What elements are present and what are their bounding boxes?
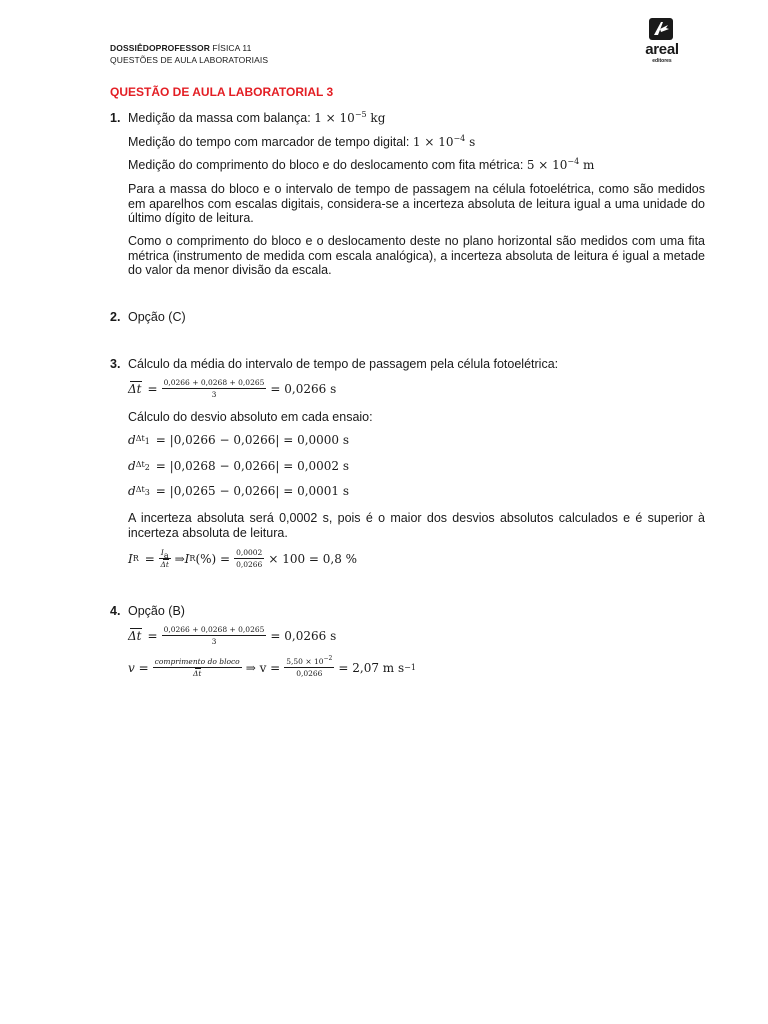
- q3-mean-numerator: 0,0266 + 0,0268 + 0,0265: [163, 378, 265, 387]
- q1-line-3-math: [527, 158, 595, 172]
- q3-deviation-1: d $\Delta t_1$ = |0,0266 − 0,0266| = 0,0000 s: [128, 433, 350, 447]
- page-header: [110, 42, 268, 66]
- q4-v-numerator: comprimento do bloco: [154, 657, 240, 666]
- q1-line-3: [128, 158, 594, 173]
- logo-mark-icon: [648, 17, 674, 41]
- q1-line-2: [128, 135, 475, 150]
- q1-paragraph-2: Como o comprimento do bloco e o deslocamento deste no plano horizontal são medidos com uma fita métrica (instrumento de medida com escala analógica), a incerteza absoluta de leitura é igual a metade do valor da menor divisão da escala.: [128, 234, 705, 277]
- q1-line-2-text: Medição do tempo com marcador de tempo digital:: [128, 135, 413, 149]
- q4-mean-denominator: 3: [211, 637, 217, 646]
- q3-ir-implies: ⇒: [174, 551, 185, 566]
- q1-line-1-math: [314, 111, 385, 125]
- q1-line-3-unit: m: [579, 158, 595, 172]
- q1-number: 1.: [110, 111, 121, 125]
- q1-line-2-unit: s: [465, 135, 476, 149]
- q3-ir-symbol-2: I: [184, 551, 190, 566]
- q3-ir-fraction-2: [234, 548, 264, 569]
- q3-ir-frac-num-sub: a: [163, 551, 169, 560]
- q1-line-1-text: Medição da massa com balança:: [128, 111, 315, 125]
- q1-line-2-exp: −4: [453, 134, 466, 143]
- q4-mean-fraction: [162, 625, 267, 646]
- q1-line-3-base: 5 × 10: [526, 158, 568, 172]
- q3-dev-2-sub: Δt: [135, 459, 145, 469]
- q3-dev-2-index: 2: [144, 462, 150, 472]
- q3-ir-num-2: 0,0002: [236, 548, 263, 557]
- q3-mean-denominator: 3: [211, 390, 217, 399]
- q4-v-denominator: Δt: [192, 669, 202, 678]
- q3-dev-3-index: 3: [144, 487, 150, 497]
- q3-dev-1-expr: = |0,0266 − 0,0266| = 0,0000 s: [155, 433, 350, 447]
- q3-ir-frac-num: I: [160, 548, 164, 557]
- header-dossier: DOSSIÊDOPROFESSOR: [110, 43, 210, 53]
- q3-deviation-intro: Cálculo do desvio absoluto em cada ensaio:: [128, 410, 373, 424]
- section-title: QUESTÃO DE AULA LABORATORIAL 3: [110, 85, 334, 99]
- header-subject: FÍSICA 11: [209, 43, 252, 53]
- q1-line-1-base: 1 × 10: [314, 111, 355, 125]
- q4-v-lhs: v =: [128, 660, 149, 675]
- q3-dev-2-expr: = |0,0268 − 0,0266| = 0,0002 s: [155, 459, 350, 473]
- q4-v-implies: ⇒ v =: [245, 660, 281, 675]
- q3-dev-1-index: 1: [144, 436, 150, 446]
- q3-mean-result: = 0,0266 s: [270, 381, 337, 396]
- q3-conclusion: A incerteza absoluta será 0,0002 s, pois é o maior dos desvios absolutos calculados e é superior à incerteza absoluta de leitura.: [128, 511, 705, 540]
- q1-line-1: [128, 111, 385, 126]
- q3-ir-frac-den: Δt: [160, 560, 169, 569]
- q2-answer: Opção (C): [128, 310, 186, 324]
- q3-ir-symbol: I: [128, 551, 133, 566]
- q4-v-result: = 2,07 m s: [338, 660, 405, 675]
- q4-mean-equation: Δt = $\frac{0,0266 + 0,0268 + 0,0265}{3}$ = 0,0266 s: [128, 625, 337, 646]
- q3-dev-1-sub: Δt: [135, 433, 145, 443]
- header-line-1: [110, 42, 268, 54]
- q3-mean-symbol: Δt: [128, 381, 142, 396]
- q2-number: 2.: [110, 310, 121, 324]
- q1-line-3-exp: −4: [567, 157, 580, 166]
- q1-line-1-unit: kg: [366, 111, 386, 125]
- q4-mean-result: = 0,0266 s: [270, 628, 337, 643]
- q3-ir-result: × 100 = 0,8 %: [268, 551, 358, 566]
- q4-v-fraction-1: [153, 657, 242, 678]
- q3-mean-fraction: [162, 378, 267, 399]
- logo-sub: editores: [652, 58, 672, 64]
- q3-intro: Cálculo da média do intervalo de tempo de passagem pela célula fotoelétrica:: [128, 357, 559, 371]
- q1-paragraph-1: Para a massa do bloco e o intervalo de tempo de passagem na célula fotoelétrica, como são medidos em aparelhos com escalas digitais, considera-se a incerteza absoluta de leitura igual a uma unidade do último dígito de leitura.: [128, 182, 705, 225]
- areal-logo: [634, 17, 690, 65]
- q3-number: 3.: [110, 357, 121, 371]
- q3-ir-fraction-1: [159, 548, 171, 569]
- q3-relative-uncertainty: I R = $\frac{I_a}{\Delta t}$ ⇒ I R (%) = $\frac{0,0002}{0,0266}$ × 100 = 0,8 %: [128, 548, 358, 569]
- q4-v-fraction-2: [284, 657, 334, 678]
- q3-deviation-3: d $\Delta t_3$ = |0,0265 − 0,0266| = 0,0001 s: [128, 484, 350, 498]
- q3-ir-percent: (%) =: [195, 551, 231, 566]
- q4-v-den2: 0,0266: [296, 669, 323, 678]
- q4-answer: Opção (B): [128, 604, 185, 618]
- q4-velocity-equation: v = $\frac{\text{comprimento do bloco}}{\Delta t}$ ⇒ v = $\frac{5,50 \times 10^{-2}}{0,0266}$ = 2,07 m s −1: [128, 655, 416, 678]
- header-line-2: QUESTÕES DE AULA LABORATORIAIS: [110, 55, 269, 65]
- q4-v-num2-base: 5,50 × 10: [286, 657, 324, 666]
- q4-mean-numerator: 0,0266 + 0,0268 + 0,0265: [163, 625, 265, 634]
- q4-mean-symbol: Δt: [128, 628, 142, 643]
- logo-word: areal: [645, 41, 679, 58]
- q4-v-num2-exp: −2: [323, 655, 333, 662]
- q1-line-2-base: 1 × 10: [412, 135, 454, 149]
- q3-ir-den-2: 0,0266: [236, 560, 263, 569]
- q3-mean-equation: Δt = $\frac{0,0266 + 0,0268 + 0,0265}{3}$ = 0,0266 s: [128, 378, 337, 399]
- q1-line-3-text: Medição do comprimento do bloco e do deslocamento com fita métrica:: [128, 158, 527, 172]
- q1-line-2-math: [413, 135, 475, 149]
- q4-number: 4.: [110, 604, 121, 618]
- q3-dev-3-expr: = |0,0265 − 0,0266| = 0,0001 s: [155, 484, 350, 498]
- q3-dev-3-sub: Δt: [135, 484, 145, 494]
- q3-deviation-2: d $\Delta t_2$ = |0,0268 − 0,0266| = 0,0002 s: [128, 459, 350, 473]
- q1-line-1-exp: −5: [354, 110, 367, 119]
